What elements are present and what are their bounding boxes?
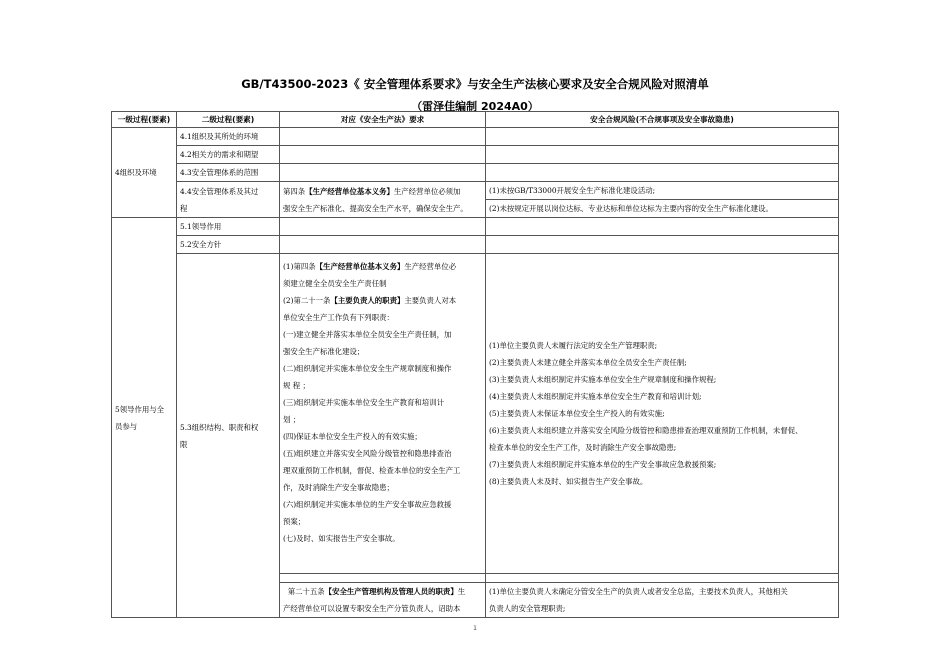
risk-line: (8)主要负责人未及时、如实报告生产安全事故。 xyxy=(489,477,648,486)
law-line: 第二十五条【安全生产管理机构及管理人员的职责】生 xyxy=(287,587,466,596)
law-cell xyxy=(280,128,486,146)
table-row xyxy=(112,146,839,164)
law-line: 作，及时消除生产安全事故隐患； xyxy=(283,483,394,492)
level1-label: 4组织及环境 xyxy=(115,168,157,177)
law-cell xyxy=(280,254,486,574)
risk-cell xyxy=(486,146,839,164)
law-line: 单位安全生产工作负有下列职责： xyxy=(283,313,394,322)
level2-cell xyxy=(177,182,280,218)
col-header-law: 对应《安全生产法》要求 xyxy=(280,112,486,128)
col-header-level1: 一级过程(要素) xyxy=(112,112,177,128)
document-title: GB/T43500-2023《 安全管理体系要求》与安全生产法核心要求及安全合规风险对照清单 xyxy=(241,77,709,91)
table-row xyxy=(112,128,839,146)
law-line: (一)建立健全并落实本单位全员安全生产责任制，加 xyxy=(283,330,452,339)
law-line: 强安全生产标准化、提高安全生产水平，确保安全生产。 xyxy=(283,203,468,213)
law-line: 第四条【生产经营单位基本义务】生产经营单位必须加 xyxy=(283,186,461,196)
risk-line: (3)主要负责人未组织制定并实施本单位安全生产规章制度和操作规程; xyxy=(489,375,717,384)
level2-cell: 4.3安全管理体系的范围 xyxy=(177,164,280,182)
law-line: 须建立健全全员安全生产责任制 xyxy=(283,279,387,288)
law-cell xyxy=(280,164,486,182)
risk-line: (6)主要负责人未组织建立并落实安全风险分级管控和隐患排查治理双重预防工作机制，未督促、 xyxy=(489,426,803,435)
law-line: 产经营单位可以设置专职安全生产分管负责人，诏助本 xyxy=(283,604,461,613)
table-row xyxy=(112,164,839,182)
risk-cell xyxy=(486,128,839,146)
law-line: 理双重预防工作机制，督促、检查本单位的安全生产工 xyxy=(283,466,461,475)
level1-cell xyxy=(112,128,177,218)
law-cell xyxy=(280,236,486,254)
law-line: (2)第二十一条【主要负责人的职责】主要负责人对本 xyxy=(283,296,457,305)
law-cell xyxy=(280,146,486,164)
law-line: 规 程 ； xyxy=(283,381,310,390)
risk-line: (1)单位主要负责人未履行法定的安全生产管理职责; xyxy=(489,341,658,350)
risk-line: (5)主要负责人未保证本单位安全生产投入的有效实施; xyxy=(489,409,665,418)
law-cell xyxy=(280,583,486,618)
risk-line: (7)主要负责人未组织制定并实施本单位的生产安全事故应急救援预案; xyxy=(489,460,717,469)
risk-cell xyxy=(486,236,839,254)
level1-line: 员参与 xyxy=(115,421,138,431)
level2-line: 限 xyxy=(180,439,188,449)
level1-cell xyxy=(112,218,177,618)
compliance-table xyxy=(111,111,839,618)
risk-line: (4)主要负责人未组织制定并实施本单位安全生产教育和培训计划; xyxy=(489,392,702,401)
level2-cell: 5.1领导作用 xyxy=(177,218,280,236)
risk-cell xyxy=(486,574,839,583)
law-line: (七)及时、如实报告生产安全事故。 xyxy=(283,534,400,543)
law-cell xyxy=(280,182,486,218)
col-header-level2: 二级过程(要素) xyxy=(177,112,280,128)
risk-line: (1)单位主要负责人未确定分管安全生产的负责人或者安全总监，主要技术负责人，其他相关 xyxy=(489,587,788,596)
level2-cell: 5.2安全方针 xyxy=(177,236,280,254)
risk-line: (2)主要负责人未建立健全并落实本单位全员安全生产责任制; xyxy=(489,358,687,367)
risk-cell xyxy=(486,583,839,618)
law-line: 预案； xyxy=(283,517,306,526)
page-number: 1 xyxy=(473,625,477,632)
risk-cell: (2)未按规定开展以岗位达标、专业达标和单位达标为主要内容的安全生产标准化建设。 xyxy=(486,200,839,218)
table-row xyxy=(112,236,839,254)
level2-cell: 4.2相关方的需求和期望 xyxy=(177,146,280,164)
document-subtitle: （雷泽佳编制 2024A0） xyxy=(411,100,539,113)
law-line: 划 ； xyxy=(283,415,301,424)
law-line: (二)组织制定并实施本单位安全生产规章制度和操作 xyxy=(283,364,452,373)
risk-cell: (1)未按GB/T33000开展安全生产标准化建设活动; xyxy=(486,182,839,200)
col-header-risk: 安全合规风险(不合规事项及安全事故隐患) xyxy=(486,112,839,128)
level2-cell: 4.1组织及其所处的环境 xyxy=(177,128,280,146)
table-row xyxy=(112,254,839,574)
law-line: (四)保证本单位安全生产投入的有效实施； xyxy=(283,432,422,441)
level2-line: 4.4安全管理体系及其过 xyxy=(180,186,259,196)
table-row xyxy=(112,218,839,236)
level1-line: 5领导作用与全 xyxy=(115,404,165,414)
risk-cell xyxy=(486,254,839,574)
risk-line: 负责人的安全管理职责; xyxy=(489,604,566,613)
law-line: (六)组织制定并实施本单位的生产安全事故应急救援 xyxy=(283,500,452,509)
law-line: (五)组织建立并落实安全风险分级管控和隐患排查治 xyxy=(283,449,452,458)
level2-line: 程 xyxy=(180,203,188,213)
level2-cell xyxy=(177,254,280,618)
level2-line: 5.3组织结构、职责和权 xyxy=(180,422,259,432)
law-cell xyxy=(280,574,486,583)
table-row xyxy=(112,182,839,200)
risk-line: 检查本单位的安全生产工作，及时消除生产安全事故隐患; xyxy=(489,443,677,452)
law-line: (三)组织制定并实施本单位安全生产教育和培训计 xyxy=(283,398,444,407)
law-line: (1)第四条【生产经营单位基本义务】生产经营单位必 xyxy=(283,262,457,271)
risk-cell xyxy=(486,218,839,236)
header-row xyxy=(112,112,839,128)
law-line: 强安全生产标准化建设； xyxy=(283,347,365,356)
law-cell xyxy=(280,218,486,236)
risk-cell xyxy=(486,164,839,182)
